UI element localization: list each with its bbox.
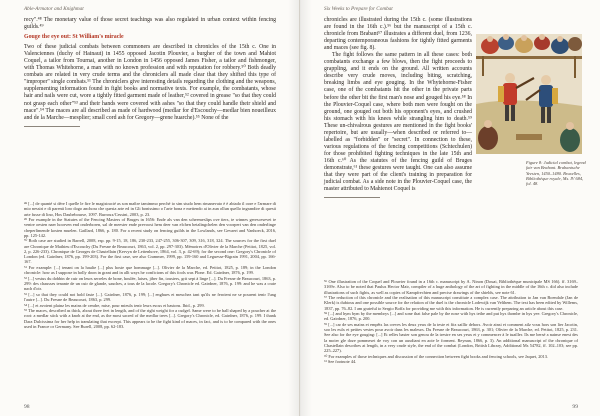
footnote: ⁵⁰ Both case are studied in Barrell, 2008, esp. pp. 9-15, 18, 186, 230-233, 247-255, 306-307, 309, 316, 318, 324. The sources for the first duel are Chronique de Mathieu d'Escouchy (Du Fresne de Beaucourt, 1863, vol. 2, pp. 297-303). Mémoires d'Olivier de la Marche (Petitot, 1825, vol. 2, p. 226-233). Chronique de Georges de Chastellain (Kervyn de Lettenhove, 1864, vol. 3, p. 42-69); for the second one: Gregory's Chronicle of London (ed. Gairdner, 1876, pp. 199-203). For the first case, see also Crammer, 1999, pp. 159-160 and Leguesse-Bigrain 1991, 2004, pp. 166-167. [24,238,276,265]
illumination-image [476,34,582,154]
right-main-text [324,17,472,201]
footnote: ⁵⁴ [...] et avoient plainz les mains de cendre, mise, pour mieulx tenir leurs escus et bastons. Ibid., p. 299. [24,302,205,308]
footnote: ⁵⁷ The reduction of this chronicle and the realisation of this manuscript constitute a complex case. The attribution to Jan van Boendale (Jan de Klerk) is dubious and one possible source for the relation of the duel is the chronicle Lodewijk van Velthem. The text has been edited by Willems, 1837, pp. 76–82. I am grateful to Sergio Boffa for providing me with this information. He is currently preparing an article about this case. [324,295,578,311]
footnote: ⁵⁸ [...] and hym bym by the membrys [...] and sone that false pale by the nose with hys tethe and put hys thombe in hys yee. Gregory's Chronicle, ed. Gairdner, 1876, p. 200. [324,311,578,322]
footnote: ⁵¹ For example: [...] tenant on la haulte [...] plus hoste que hommage [...]. Olivier de la Marche, ed. Petitot, 1825, p. 189; in the London chronicle: how as I suppose in holly doon in grant and in allt ways he conficions of this fools was Plone. Ed. Gairdner, 1876, p. 199. [24,264,276,276]
left-footnotes [24,201,276,329]
section-subhead: Gouge the eye out: St William's miracle [24,34,124,41]
footnote: ⁵⁶ One illustration of the Coquel and Plouvier found in a 16th c. manuscript by A. Ninon (Douai, Bibliothèque municipale MS 166). ff. 3169–3169v. Also to be noted that Paulus Hector Mair, compiler of a huge anthology of the art of fighting in the middle of the 16th c. did also include illustrations of such fights, as well as copies of Kampfrechten and precise drawings of the shields, see note 61. [324,279,578,295]
footnote: ⁵² [...] vestus du dobbin de cuir on leurs serreles de bone, houlée, laises, jiber fin, tousiers, grit sept à linge [...]. Du Fresne de Beaucourt, 1863, p. 299: des chausses tenante de un cuir de glande, sauches, a tous de la lacole. Gregory's Chronicle ed. Gairdner, 1876, p. 199: and he was a crate nach d'oir. [24,275,276,292]
folio-left: 98 [24,404,30,410]
footnote: ⁴⁸ [...] de quanté si dére I quelle le fire le magistracié as son maître tamimmo perché io sim studo hem rimanevato è è abtado il oore e l'armare di mio nessiri e di parenti loro dogo anchora che questa arte ed in Gli bonissimo o l'arte bona e mettendo ai in aun ollun quello ingrandire di questi arte fusse di lino, Hos Daubebourse, 1097. Burroux/Cessini, 2003, p. 23. [24,201,276,217]
footnote: ⁵³ [...] so that they could not hold faste [...]. Gairdner, 1876, p. 199; [...] enghues et meuchez tant qu'ils ne feroient ne se pourent tenir l'ung l'autre [...]. Du Fresne de Beaucourt, 1863, p. 299. [24,291,276,302]
footnote-rule [324,197,380,198]
footnote: ⁵⁵ The maces, described as thick, about three feet in length, and of the right weight for a cudgel. Same were to be ball shaped by a poucher at the root: a medlar stick with a knob at the end, as the most sacred of the medlar trees [...]. Gregory's Chronicle, ed. Gairdner, 1876, p. 199. I thank Dara Dulcissima for her help in translating that excerpt. This appears to be the fight kind of maces, in fact, and is to be compared with the ones used in France or Germany. See Burell, 2008, pp. 62-183. [24,308,276,329]
footnote-rule [24,126,80,127]
footnote: ⁵⁹ [...] car de ses mains et empêts las creves les deux yeux de la teste et fitz saillir dehors. Avoir ainsi et comment ailz vous hors son lier Jacotin, soo les eulx et petites vestes pour avoir dans les maleurs. Du Fresne de Beaucourt, 1863, p. 301; Olivier de la Marche, ed. Petitot, 1825, p. 231. See also for the eye gouging: [...] Et relles baster son genou de la trestre en ses yeux et y commencer à le tuailler. Ils me bersé a nainse enest des la moier gle doze pommeset de voy con un auxdiant en aoie le forment. Reynan, 1866, p. 3). An additional manuscript of the chronique of Chastellain describes at length, in a very crude style, the end of the combat (London, British Library, Additional Ms 54782, ff. 102–103; see pp. 225–227). [324,321,578,354]
left-top-paragraph: recy".⁴⁸ The monetary value of those secret teachings was also regulated in urban context within fencing guilds.⁴⁹ [24,17,276,31]
folio-right: 99 [572,404,578,410]
running-head-right: Six Weeks to Prepare for Combat [324,6,393,12]
left-body-paragraph: Two of these judicial combats between commoners are described in chronicles of the 15th c. One in Valenciennes (duchy of Hainaut) in 1455 opposed Jacotin Plouvier, a burgher of the town and Mahiot Coquel, a tailor from Tournai, another in London in 1456 opposed James Fisher, a tailor and fishmonger, with Thomas Whitehorne, a man with no known profession and with reputation for robbery.⁵⁰ Both deadly combats are related in very crude terms and the chroniclers all made clear that they shifted this type of "improper" single combats.⁵¹ The chroniclers give interesting details regarding the clothing and the weapons, supplementing information found in fight books and normative texts. For example, the combatants, whose hair and nails were cut, wore a tightly fitted garment made of leather,⁵² covered in grease "so that they could not grasp each other"⁵³ and their hands were covered with ashes "so that they could handle their shield and mace".⁵⁴ The maces are all described as made of hardwood (medlar for d'Escouchy—medlar bien noueilleux and de la Marche—mesplier; small cord ash for Gregory—grene huarche).⁵⁵ None of the [24,44,276,121]
footnote: ⁶⁰ For examples of those techniques and discussion of the connection between fight books and fencing schools, see Jaquet, 2013. [324,353,549,359]
manuscript-illustration [476,34,582,154]
right-footnotes [324,279,578,365]
right-body-paragraph: chronicles are illustrated during the 15th c. (some illustrations are found in the 16th c.).⁵⁶ but the manuscript of a 15th c. chronicle from Brabant⁵⁷ illustrates a different duel, from 1236, departing contemporaneous fashions for tightly fitted garments and maces (see fig. 8). [324,17,472,52]
right-body-paragraph: The fight follows the same pattern in all these cases: both combatants exchange a few blows, then the fight proceeds to grappling, and it ends on the ground. All written accounts describe very crude moves, including biting, scratching, breaking limbs and eye gouging. In the Whytehorne-Fisher case, one of the combatants hit the other in the private parts before the other bit the first man's nose and gouged his eye.⁵⁸ In the Plouvier-Coquel case, where both men were fought on the ground, one gouged out both his opponent's eyes, and crushed his stomach with his knees while strangling him to death.⁵⁹ These un-chivalrous gestures are mentioned in the fight books' repertoire, but are usually—when described or referred to—labelled as "forbidden" or "secret". In connection to these, various regulations of the fencing competitions (Schtechulen) for those prohibited fighting techniques in the late 15th and 16th c.⁶⁰ As the statutes of the fencing guild of Bruges demonstrate,⁶¹ these gestures were taught. One can also assume that they were part of the client's training in preparation for judicial combat. As a side note in the Plouvier-Coquel case, the master attributed to Mahienot Coquel is [324,52,472,193]
running-head-left: Able-Armator and Knighmat [24,6,84,12]
figure-caption: Figure 8: Judicial combat, legend fair van Brabant. Brabantsche Yeesten, 1450–1480. Bruxelles, Bibliothèque royale, Ms. IV 684, fol. 48. [526,160,586,187]
footnote: ⁶¹ See footnote 44. [324,359,357,365]
left-main-text [24,17,276,130]
footnote: ⁴⁹ For example in the Statutes of the Fencing Masters of Bruges in 1656: Ende als van den scheemeslips ove tiers, te winnes gerescesevet te ventre oesten naer hoorven end onderboren, sal de meester ende prevoost hem deer van elchen betalingchelen den voorpert van den onderlinge cheperlimende kosten muelen. Gaillard, 1866, p. 180. For a recent study on fencing guilds in the Lowlands, see Gevaert and Vanhoeck, 2016, pp. 125-142. [24,217,276,238]
